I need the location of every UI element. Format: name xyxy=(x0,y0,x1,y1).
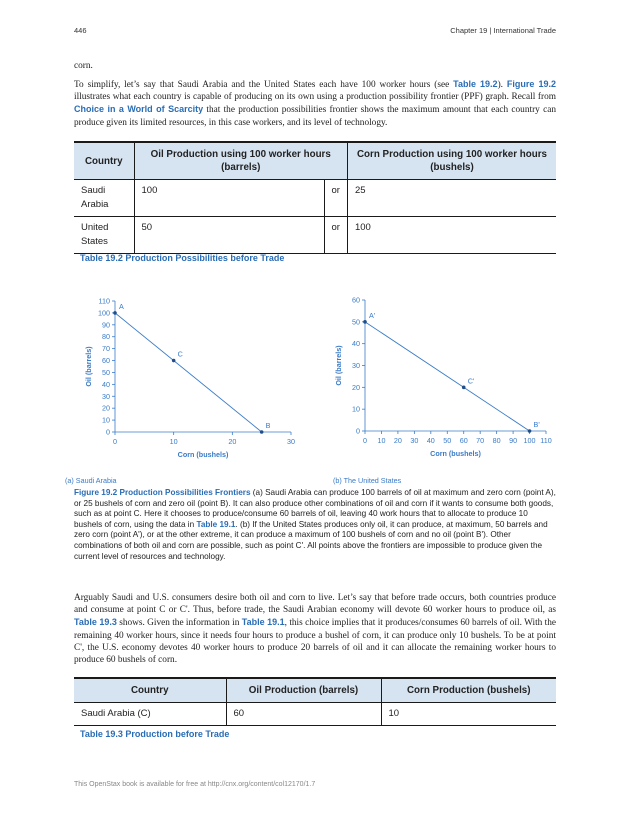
table-cell: 10 xyxy=(381,703,556,726)
y-tick-label: 60 xyxy=(352,295,360,305)
chart-panel-title: (b) The United States xyxy=(333,476,402,485)
table-caption: Table 19.2 Production Possibilities before Trade xyxy=(80,253,285,263)
p1-text-c: illustrates what each country is capable of producing on its own using a production possibility frontier (PPF) graph. Recall from xyxy=(74,92,556,103)
p2-text-b: shows. Given the information in xyxy=(116,618,242,629)
table-cell: Saudi Arabia (C) xyxy=(74,703,226,726)
body-paragraph-2 xyxy=(74,592,556,666)
point-label: A xyxy=(119,301,124,311)
x-axis-title: Corn (bushels) xyxy=(177,450,229,459)
ppf-point xyxy=(260,430,264,434)
ppf-line xyxy=(115,313,262,432)
link-figure-19-2[interactable]: Figure 19.2 xyxy=(506,79,556,89)
ppf-point xyxy=(172,359,176,363)
table-production-before-trade xyxy=(74,677,556,726)
link-table-19-2[interactable]: Table 19.2 xyxy=(453,79,498,89)
link-table-19-1[interactable]: Table 19.1 xyxy=(196,519,236,529)
link-table-19-3[interactable]: Table 19.3 xyxy=(74,617,117,628)
figure-caption-text-b: . (b) If the United States produces only oil, it can produce, at maximum, 50 barrels and zero corn (point A'), or at the other extreme, it can produce a maximum of 100 bushels of corn and no oil (point B'). Other combinations of both oil and corn are possible, such as point C'. All points above the frontiers are impossible to produce given the current level of resources and technology. xyxy=(74,519,548,561)
table-header-cell: Oil Production (barrels) xyxy=(226,678,381,703)
y-tick-label: 30 xyxy=(352,361,360,370)
x-tick-label: 90 xyxy=(509,436,518,445)
point-label: B xyxy=(265,421,271,430)
y-tick-label: 80 xyxy=(102,332,110,342)
y-tick-label: 40 xyxy=(352,339,360,349)
table-header-row xyxy=(74,142,556,180)
table-header-cell: Country xyxy=(74,678,226,703)
y-tick-label: 30 xyxy=(102,391,110,401)
ppf-point xyxy=(363,320,367,324)
y-tick-label: 90 xyxy=(102,320,110,330)
p1-text-a: To simplify, let’s say that Saudi Arabia and the United States each have 100 worker hours (see xyxy=(74,80,454,90)
table-row xyxy=(74,703,556,726)
table-cell: or xyxy=(324,217,347,254)
y-tick-label: 110 xyxy=(98,296,110,306)
running-header: Chapter 19 | International Trade xyxy=(450,26,556,35)
table-cell: 100 xyxy=(134,180,324,217)
y-tick-label: 100 xyxy=(98,308,110,318)
page-number: 446 xyxy=(74,26,87,35)
point-label: C' xyxy=(467,376,475,386)
y-tick-label: 50 xyxy=(352,317,360,327)
ppf-point xyxy=(462,386,466,390)
intro-fragment: corn. xyxy=(74,61,93,71)
point-label: A' xyxy=(369,310,376,320)
x-tick-label: 20 xyxy=(228,437,237,446)
point-label: C xyxy=(177,349,183,359)
y-tick-label: 50 xyxy=(102,367,110,377)
chart-united-states xyxy=(333,296,552,486)
y-tick-label: 20 xyxy=(352,382,360,392)
ppf-point xyxy=(113,311,117,315)
table-cell: 60 xyxy=(226,703,381,726)
p2-text-c: , this choice implies that it produces/consumes 60 barrels of oil. With the remaining 40 worker hours, since it needs four hours to produce a bushel of corn, it can produce only 10 bushels. To be at point C', the U.S. economy devotes 40 worker hours to produce 20 barrels of oil and it can allocate the remaining worker hours to produce 60 bushels of corn. xyxy=(74,618,557,666)
table-header-row xyxy=(74,678,556,703)
y-tick-label: 10 xyxy=(102,415,110,425)
link-table-19-1b[interactable]: Table 19.1 xyxy=(241,617,285,628)
y-axis-title: Oil (barrels) xyxy=(84,346,93,387)
table-production-possibilities xyxy=(74,141,556,254)
x-tick-label: 30 xyxy=(410,436,419,445)
ppf-figure xyxy=(65,290,556,490)
table-row xyxy=(74,217,556,254)
x-tick-label: 10 xyxy=(169,437,178,446)
table-header-cell: Corn Production (bushels) xyxy=(381,678,556,703)
x-tick-label: 50 xyxy=(443,436,452,445)
figure-caption-label: Figure 19.2 Production Possibilities Frontiers xyxy=(74,488,251,497)
y-tick-label: 10 xyxy=(352,404,360,414)
p2-text-a: Arguably Saudi and U.S. consumers desire both oil and corn to live. Let’s say that before trade occurs, both countries produce and consume at point C or C'. Thus, before trade, the Saudi Arabian economy will devote 60 worker hours to produce oil, as xyxy=(74,593,556,616)
point-label: B' xyxy=(533,420,540,429)
x-tick-label: 0 xyxy=(113,437,117,446)
x-tick-label: 100 xyxy=(523,436,536,445)
x-tick-label: 20 xyxy=(393,436,402,445)
p1-text-b: ). xyxy=(497,80,507,90)
x-axis-title: Corn (bushels) xyxy=(430,449,481,458)
y-axis-title: Oil (barrels) xyxy=(334,345,343,386)
x-tick-label: 0 xyxy=(363,436,367,445)
x-tick-label: 60 xyxy=(459,436,468,445)
link-choice-scarcity[interactable]: Choice in a World of Scarcity xyxy=(74,104,204,115)
table-cell: Saudi Arabia xyxy=(74,180,134,217)
y-tick-label: 20 xyxy=(102,403,110,413)
footer-note: This OpenStax book is available for free at http://cnx.org/content/col12170/1.7 xyxy=(74,781,316,788)
figure-caption-text-a: (a) Saudi Arabia can produce 100 barrels of oil at maximum and zero corn (point A), or 25 bushels of corn and zero oil (point B). It can also produce other combinations of oil and corn if it wants to consume both goods, such as at point C. Here it chooses to produce/consume 60 barrels of oil, leaving 40 work hours that to allocate to produce 10 bushels of corn, using the data in xyxy=(74,488,556,529)
x-tick-label: 70 xyxy=(476,436,485,445)
table-cell: 100 xyxy=(347,217,556,254)
y-tick-label: 40 xyxy=(102,379,110,389)
table-header-cell: Corn Production using 100 worker hours (bushels) xyxy=(347,142,556,180)
y-tick-label: 60 xyxy=(102,356,110,366)
figure-caption xyxy=(74,488,556,562)
table-header-cell: Oil Production using 100 worker hours (barrels) xyxy=(134,142,347,180)
x-tick-label: 10 xyxy=(377,436,386,445)
x-tick-label: 80 xyxy=(492,436,501,445)
table-header-cell: Country xyxy=(74,142,134,180)
intro-paragraph xyxy=(74,78,556,129)
chart-panel-title: (a) Saudi Arabia xyxy=(65,476,117,485)
table-cell: 50 xyxy=(134,217,324,254)
table-row xyxy=(74,180,556,217)
table-cell: or xyxy=(324,180,347,217)
y-tick-label: 70 xyxy=(102,344,110,354)
x-tick-label: 30 xyxy=(287,437,295,446)
ppf-point xyxy=(528,429,532,433)
y-tick-label: 0 xyxy=(356,426,360,436)
table-cell: United States xyxy=(74,217,134,254)
x-tick-label: 110 xyxy=(540,436,552,445)
x-tick-label: 40 xyxy=(426,436,435,445)
table-caption: Table 19.3 Production before Trade xyxy=(80,729,230,739)
table-cell: 25 xyxy=(347,180,556,217)
p1-text-d: that the production possibilities frontier shows the maximum amount that each country can produce given its limited resources, in this case workers, and its level of technology. xyxy=(74,105,556,128)
y-tick-label: 0 xyxy=(106,427,110,437)
ppf-line xyxy=(365,322,530,431)
chart-saudi-arabia xyxy=(65,297,295,486)
